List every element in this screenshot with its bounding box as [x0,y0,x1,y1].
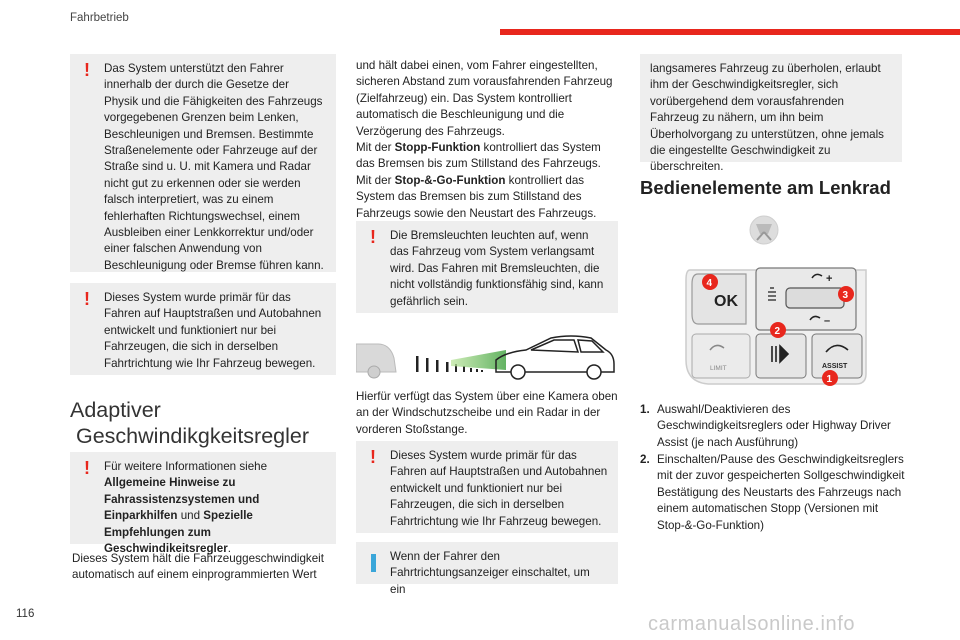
info-text: langsameres Fahrzeug zu überholen, erlaubt ihm der Geschwindigkeitsregler, sich vorübergehend dem vorausfahrenden Fahrzeug zu nähern, um ihn beim Überholvorgang zu unterstützen, ohne jemals die eingestellte Geschwindigkeit zu überschreiten. [650,62,884,174]
heading-line-2: Geschwindikgkeitsregler [76,424,310,448]
info-box-overtaking [356,542,618,596]
section-title: Fahrbetrieb [70,12,129,24]
stop-go-function-text: Mit der Stop-&-Go-Funktion kontrolliert das System das Bremsen bis zum Stillstand des Fahrzeugs sowie den Neustart des Fahrzeugs. [356,173,597,220]
info-text: Wenn der Fahrer den Fahrtrichtungsanzeiger einschaltet, um ein [390,550,590,596]
warning-box-system-limits [70,54,336,272]
camera-radar-paragraph: Hierfür verfügt das System über eine Kamera oben an der Windschutzscheibe und ein Radar in der vorderen Stoßstange. [356,390,618,436]
list-item-2 [640,452,906,534]
camera-beam [451,350,506,370]
info-box-overtaking-continued [640,54,902,174]
warning-text: Das System unterstützt den Fahrer innerhalb der durch die Gesetze der Physik und die Fähigkeiten des Fahrzeugs vorgegebenen Grenzen beim Lenken, Beschleunigen und Bremsen. Bestimmte Straßenelemente oder Fahrzeuge auf der Straße sind u. U. mit Kamera und Radar nicht gut zu erkennen oder sie werden falsch interpretiert, was zu einem fehlerhaften Richtungswechsel, einem Ausbleiben einer Lenkkorrektur und/oder einer falschen Anwendung von Beschleunigung oder Bremse führen kann. [104,62,324,272]
header-accent-bar [500,29,960,35]
list-item-1 [640,402,906,451]
svg-text:4: 4 [706,278,713,289]
callout-1 [822,370,838,386]
section-heading-controls: Bedienelemente am Lenkrad [640,177,891,198]
watermark: carmanualsonline.info [648,613,856,635]
svg-text:1: 1 [826,374,833,385]
body-paragraph-distance [356,58,622,222]
warning-icon: ! [370,447,376,467]
warning-box-main-roads-2 [356,441,618,533]
svg-text:2: 2 [774,326,781,337]
page-number: 116 [16,608,35,620]
callout-4 [702,274,718,290]
reference-mid: und [180,509,201,523]
warning-text: Die Bremsleuchten leuchten auf, wenn das Fahrzeug vom System verlangsamt wird. Das Fahren mit Bremsleuchten, die nicht vollständig funktionsfähig sind, kann gefährlich sein. [390,229,604,308]
warning-icon: ! [84,289,90,309]
callout-3 [838,286,854,302]
warning-icon: ! [84,60,90,80]
car-radar-illustration [356,330,618,380]
ok-button-label: OK [714,293,738,310]
list-number: 1. [640,403,650,416]
info-icon [371,554,376,572]
heading-line-1: Adaptiver [70,398,161,422]
assist-button [812,334,862,378]
own-car-icon [496,336,614,379]
reference-box [70,452,336,556]
list-text: Einschalten/Pause des Geschwindigkeitsreglers mit der zuvor gespeicherten Sollgeschwindigkeit Bestätigung des Neustarts des Fahrzeugs nach einem automatischen Stopp (Versionen mit Stop-&-Go-Funktion) [657,453,905,532]
svg-text:–: – [824,315,831,327]
svg-text:+: + [826,273,833,285]
warning-text: Dieses System wurde primär für das Fahren auf Hauptstraßen und Autobahnen entwickelt und funktioniert nur bei Fahrzeugen, die sich in derselben Fahrtrichtung wie Ihr Fahrzeug bewegen. [390,449,608,528]
list-number: 2. [640,453,650,466]
warning-icon: ! [84,458,90,478]
warning-box-main-roads [70,283,336,375]
section-heading [70,397,340,449]
warning-text: Dieses System wurde primär für das Fahren auf Hauptstraßen und Autobahnen entwickelt und funktioniert nur bei Fahrzeugen, die sich in derselben Fahrtrichtung wie Ihr Fahrzeug bewegen. [104,291,322,370]
steering-wheel-controls-figure [676,210,876,390]
stop-function-text: Mit der Stopp-Funktion kontrolliert das System das Bremsen bis zum Stillstand des Fahrzeugs. [356,141,601,171]
warning-box-brake-lights [356,221,618,313]
reference-end: . [227,542,231,556]
assist-label: ASSIST [822,363,848,370]
limit-label: LIMIT [710,365,727,372]
reference-link-general: Allgemeine Hinweise zu Fahrassistenzsystemen und Einparkhilfen [104,476,260,523]
list-text: Auswahl/Deaktivieren des Geschwindigkeitsreglers oder Highway Driver Assist (je nach Ausführung) [657,403,891,449]
body-text: und hält dabei einen, vom Fahrer eingestellten, sicheren Abstand zum vorausfahrenden Fahrzeug (Zielfahrzeug) ein. Das System kontrolliert automatisch die Beschleunigung und die Verzögerung des Fahrzeugs. [356,59,613,138]
front-car-icon [356,344,396,378]
callout-2 [770,322,786,338]
warning-icon: ! [370,227,376,247]
reference-link-special: Spezielle Empfehlungen zum Geschwindikeitsregler [104,509,253,556]
reference-prefix: Für weitere Informationen siehe [104,460,268,473]
steering-wheel-icon [750,216,778,244]
body-paragraph: Dieses System hält die Fahrzeuggeschwindigkeit automatisch auf einem einprogrammierten Wert [72,552,324,582]
reference-text [80,459,326,557]
svg-text:3: 3 [842,290,849,301]
